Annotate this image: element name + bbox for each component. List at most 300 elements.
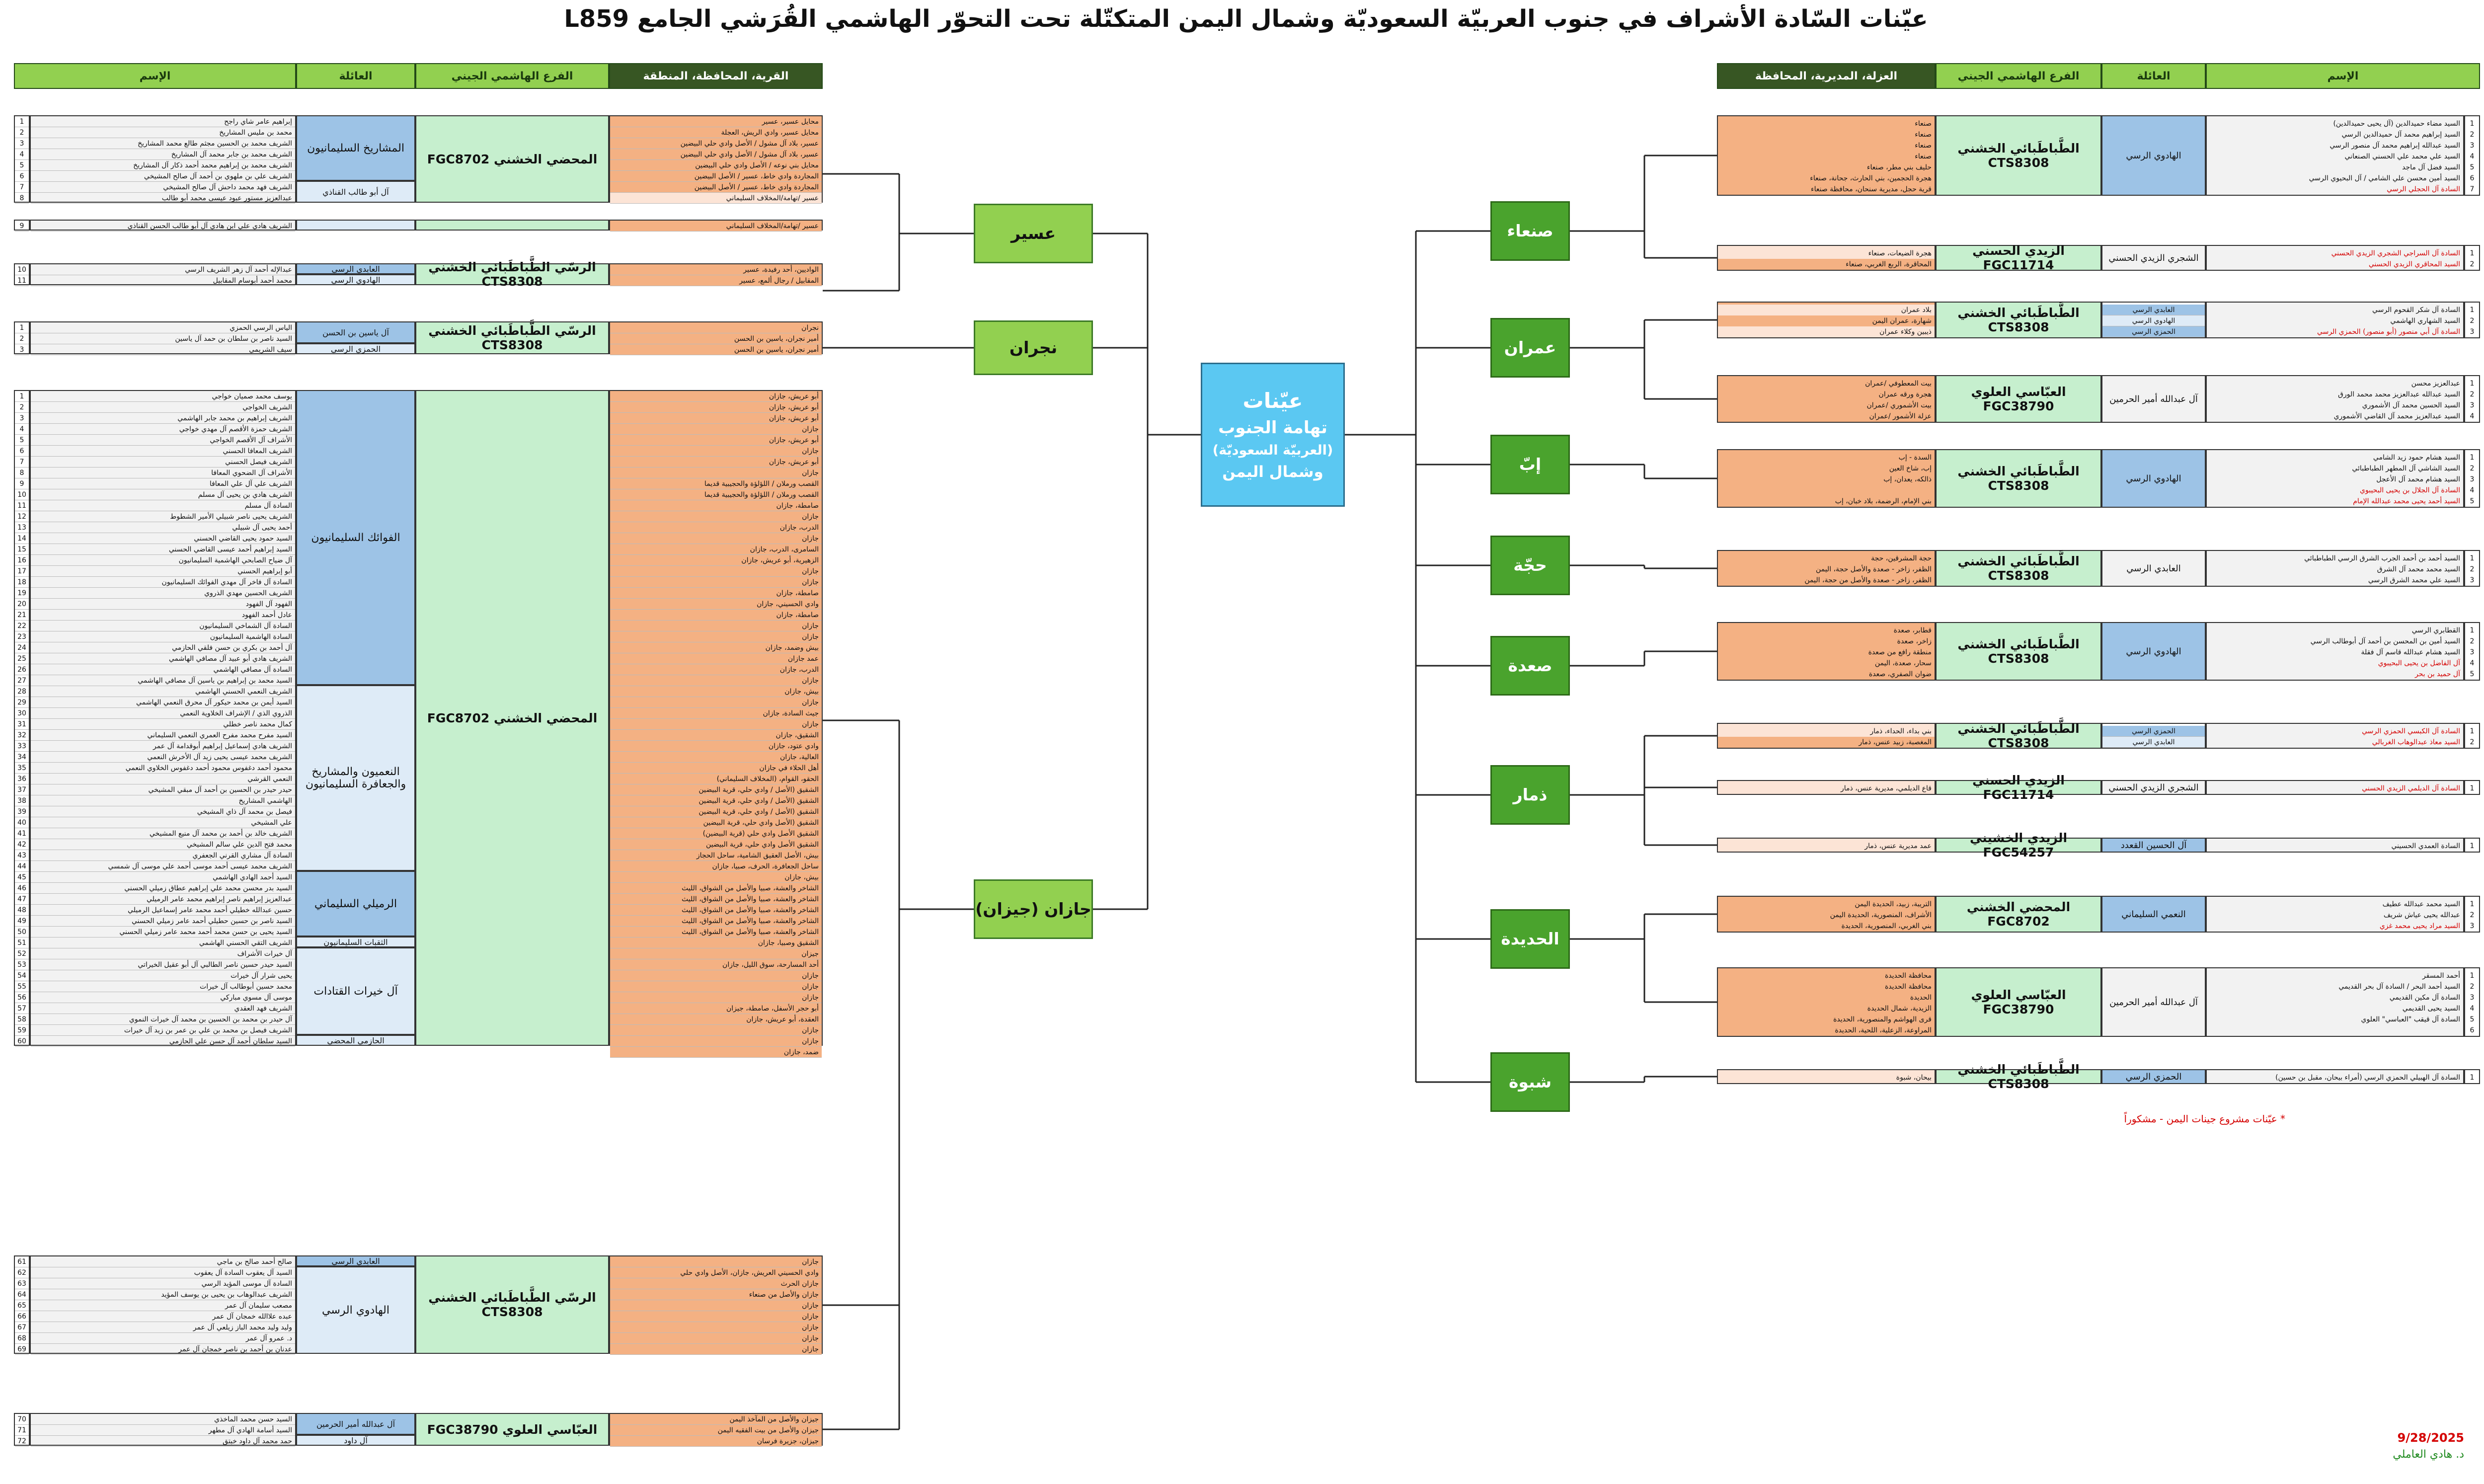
name-cell: الشريف الخواجي (31, 402, 295, 413)
location-cell: ساحل الجعافرة، الحرف، صبيا، جازان (610, 861, 822, 872)
branch-column: الرسّي الطَّباطَبائي الخشني CTS8308 (415, 263, 609, 285)
location-cell: الظفر، زاخر - صعدة والأصل من حجة، اليمن (1718, 575, 1935, 586)
location-cell: بني بداء، الحداء، ذمار (1718, 726, 1935, 737)
name-cell: السادة آل الجلال بن يحيى البحيبوي (2360, 486, 2460, 494)
location-cell: أمير نجران، ياسين بن الحسن (610, 333, 822, 344)
right-table-block (1717, 1062, 2480, 1091)
name-cell: السيد عبدالله عبدالعزيز محمد محمد الورق (2338, 391, 2460, 398)
name-cell: كمال محمد ناصر خطلي (31, 719, 295, 730)
location-cell: أبو عريش، جازان (610, 391, 822, 402)
name-cell: السادة الهاشمية السليمانيون (31, 631, 295, 642)
number-column (2464, 967, 2480, 1037)
name-cell: محمد أحمد أبوسام المقابيل (31, 275, 295, 286)
location-column (1717, 1069, 1936, 1084)
location-cell: جازان (610, 621, 822, 631)
family-cell: آل خيرات القتادات (296, 947, 415, 1035)
family-cell: الهادوي الرسي (296, 1266, 415, 1354)
left-table-block (14, 115, 823, 203)
family-column: العابدي الرسي (2101, 550, 2206, 587)
number-column (2464, 375, 2480, 423)
name-cell: السيد هشام محمد آل الأعجل (2376, 475, 2460, 483)
location-cell: هجرة ورقه عمران (1718, 389, 1935, 400)
location-cell (1718, 485, 1935, 496)
location-cell: وادي الحسيني، جازان (610, 599, 822, 610)
right-table-block (1717, 115, 2480, 196)
location-column (1717, 245, 1936, 271)
row-number: 1 (15, 116, 29, 127)
location-column (1717, 375, 1936, 423)
family-cell: آل ياسين بن الحسن (296, 321, 415, 343)
location-cell: جازان (610, 675, 822, 686)
location-column (609, 1413, 823, 1446)
name-cell: الشريف فيصل بن محمد بن علي بن عمر بن زيد آل خيرات (31, 1025, 295, 1036)
location-cell: جازان (610, 1344, 822, 1355)
name-cell: الشريف علي بن ملهوي بن أحمد آل صالح المشيخي (31, 171, 295, 182)
name-cell: السيد أحمد يحيى محمد عبدالله الإمام (2353, 497, 2460, 505)
row-number: 2 (2470, 260, 2475, 268)
location-cell: الأشراف، المنصورية، الحديدة اليمن (1718, 910, 1935, 921)
row-number: 29 (15, 697, 29, 708)
right-table-block (1717, 723, 2480, 749)
row-number: 3 (2470, 994, 2475, 1002)
row-number: 6 (15, 446, 29, 457)
name-cell: السيد آل يعقوب السادة آل يعقوب (31, 1267, 295, 1278)
row-number: 7 (2470, 185, 2475, 193)
row-number: 60 (15, 1036, 29, 1047)
row-number: 67 (15, 1322, 29, 1333)
author: د. هادي العاملي (2393, 1448, 2464, 1461)
name-cell: الأشراف آل الضحوي المعافا (31, 468, 295, 478)
row-number: 26 (15, 664, 29, 675)
row-number: 4 (2470, 486, 2475, 494)
location-cell: صنعاء (1718, 118, 1935, 129)
row-number: 2 (2470, 911, 2475, 919)
location-cell: جيزان والأصل من بيت الفقيه اليمن (610, 1425, 822, 1436)
family-cell: العابدي الرسي (2102, 737, 2205, 748)
row-number: 31 (15, 719, 29, 730)
name-cell: السيد إبراهيم محمد آل حميدالدين الرسي (2341, 131, 2460, 139)
row-number: 2 (2470, 465, 2475, 472)
location-cell: قرية حجل، مديرية سنحان، محافظة صنعاء (1718, 184, 1935, 195)
row-number: 61 (15, 1256, 29, 1267)
name-cell: السادة العمدي الحسيني (2391, 842, 2460, 850)
location-cell: جازان (610, 1036, 822, 1047)
page-title: عيّنات السّادة الأشراف في جنوب العربيّة السعوديّة وشمال اليمن المتكتّلة تحت التحوّر الهاشمي القُرَشي الجامع L859 (564, 5, 1928, 33)
row-number: 2 (15, 333, 29, 344)
row-number: 2 (2470, 738, 2475, 746)
row-number: 27 (15, 675, 29, 686)
names-column (30, 1255, 296, 1354)
names-column (30, 390, 296, 1046)
name-cell: السيد الشاشي آل المطهر الطباطبائي (2352, 465, 2460, 472)
row-number: 9 (15, 478, 29, 489)
number-column (2464, 622, 2480, 681)
location-cell: عسير، بلاد آل مشول / الأصل وادي حلي البيضين (610, 149, 822, 160)
family-cell: الرميلي السليماني (296, 871, 415, 937)
name-cell: عبدالإله أحمد آل زهر الشريف الرسي (31, 264, 295, 275)
row-number: 1 (2470, 784, 2475, 792)
row-number: 24 (15, 642, 29, 653)
row-number: 2 (15, 127, 29, 138)
branch-column: العبّاسي العلوي FGC38790 (1936, 375, 2101, 423)
row-number: 1 (2470, 1074, 2475, 1082)
name-cell: آل حيدر بن محمد بن الحسين بن محمد آل خيرات النموي (31, 1014, 295, 1025)
location-cell: القصب ورملان / اللؤلؤة والحجيبية قديما (610, 478, 822, 489)
family-column (2101, 723, 2206, 749)
location-cell: جيزان والأصل من المآخذ اليمن (610, 1414, 822, 1425)
location-cell: جازان (610, 533, 822, 544)
location-cell: السدة - إب (1718, 452, 1935, 463)
row-number: 17 (15, 566, 29, 577)
names-column (2206, 375, 2464, 423)
name-cell: عبدالعزيز محسن (2411, 380, 2460, 388)
right-table-block (1717, 550, 2480, 587)
row-number: 63 (15, 1278, 29, 1289)
row-number: 3 (2470, 142, 2475, 150)
row-number: 9 (15, 221, 29, 232)
name-cell: محمد بن مليس المشاريخ (31, 127, 295, 138)
name-cell: يوسف محمد صميان خواجي (31, 391, 295, 402)
name-cell: الشريف محمد بن الحسين مجثم طالع محمد المشاريخ (31, 138, 295, 149)
location-cell: هجرة الضيعات، صنعاء (1718, 248, 1935, 259)
location-cell: الظفر، زاخر - صعدة والأصل حجة، اليمن (1718, 564, 1935, 575)
name-cell: السادة آل مكين القديمي (2389, 994, 2460, 1002)
location-column (1717, 780, 1936, 795)
location-cell: صنعاء (1718, 151, 1935, 162)
location-cell: جازان (610, 719, 822, 730)
location-column (609, 115, 823, 203)
location-cell: شهارة، عمران اليمن (1718, 315, 1935, 326)
location-cell: جازان (610, 1311, 822, 1322)
right-table-block (1717, 622, 2480, 681)
location-column (1717, 550, 1936, 587)
name-cell: عادل أحمد الفهود (31, 610, 295, 621)
number-column (2464, 245, 2480, 271)
location-cell: الشقيق، جازان (610, 730, 822, 741)
center-box (1201, 363, 1345, 507)
center-yemen: وشمال اليمن (1222, 463, 1323, 481)
row-number: 28 (15, 686, 29, 697)
family-cell: العابدي الرسي (296, 1255, 415, 1266)
name-cell: السيد المحاقري الزيدي الحسني (2368, 260, 2460, 268)
number-column (2464, 723, 2480, 749)
left-header (14, 63, 823, 89)
center-subtitle: تهامة الجنوب (1218, 418, 1327, 438)
name-cell: السادة آل مسلم (31, 500, 295, 511)
row-number: 1 (2470, 454, 2475, 462)
name-cell: السادة آل الكبسي الحمزي الرسي (2362, 727, 2460, 735)
family-cell: الهادوي الرسي (296, 274, 415, 285)
row-number: 5 (2470, 1015, 2475, 1023)
name-cell: السيد بدر محسن محمد علي إبراهيم عطاق زميلي الحسني (31, 883, 295, 894)
row-number: 38 (15, 795, 29, 806)
date: 9/28/2025 (2397, 1431, 2464, 1445)
name-cell: السيد فضل آل ماجد (2402, 163, 2460, 171)
name-cell: الشريف المعافا الحسني (31, 446, 295, 457)
row-number: 25 (15, 653, 29, 664)
right-header (1717, 63, 2480, 89)
location-cell: جيث السادة، جازان (610, 708, 822, 719)
location-cell: ذيبين وكلاء عمران (1718, 326, 1935, 337)
row-number: 36 (15, 774, 29, 784)
location-column (1717, 622, 1936, 681)
row-number: 43 (15, 850, 29, 861)
branch-column: الطَّباطَبائي الخشني CTS8308 (1936, 302, 2101, 338)
row-number: 1 (2470, 727, 2475, 735)
branch-column: الطَّباطَبائي الخشني CTS8308 (1936, 550, 2101, 587)
name-cell: السادة آل شكر القحوم الرسي (2372, 306, 2460, 314)
row-number: 6 (2470, 1026, 2475, 1034)
family-cell: العابدي الرسي (2102, 305, 2205, 315)
location-cell: منطقة رافع من صعدة (1718, 647, 1935, 658)
location-cell: ضمد، جازان (610, 1047, 822, 1058)
family-column (296, 263, 415, 285)
region-box-right-1: صنعاء (1490, 201, 1570, 261)
name-cell: حيدر حيدر بن الحسين بن أحمد آل مبقي المشيخي (31, 784, 295, 795)
location-cell: إب، شاخ العين (1718, 463, 1935, 474)
location-cell: بني الغربي، المنصورية، الحديدة (1718, 921, 1935, 932)
branch-column: الطَّباطَبائي الخشني CTS8308 (1936, 115, 2101, 196)
names-column (2206, 838, 2464, 853)
row-number: 3 (2470, 475, 2475, 483)
row-number: 10 (15, 264, 29, 275)
name-cell: الشريف محمد عيسى يحيى زيد آل الأخرش النعمي (31, 752, 295, 763)
name-cell: السيد حمود يحيى القاضي الحسني (31, 533, 295, 544)
row-number: 70 (15, 1414, 29, 1425)
family-column: الشجري الزيدي الحسني (2101, 245, 2206, 271)
family-column (2101, 302, 2206, 338)
name-cell: أحمد المسقر (2422, 972, 2460, 980)
location-cell: عزلة الأشمور /عمران (1718, 411, 1935, 422)
row-number: 2 (2470, 391, 2475, 398)
row-number: 5 (15, 435, 29, 446)
family-column (296, 321, 415, 354)
location-cell: المراوعة، الزعلية، اللحية، الحديدة (1718, 1025, 1935, 1036)
name-cell: السيد هشام حمود زيد الشامي (2373, 454, 2460, 462)
row-number: 5 (2470, 670, 2475, 678)
location-cell: وادي عتود، جازان (610, 741, 822, 752)
branch-column: الطَّباطَبائي الخشني CTS8308 (1936, 723, 2101, 749)
region-box-right-2: عمران (1490, 318, 1570, 378)
row-number: 8 (15, 193, 29, 204)
right-table-block (1717, 773, 2480, 802)
location-cell: جازان (610, 992, 822, 1003)
location-cell: جازان (610, 970, 822, 981)
left-header-region: القرية، المحافظة، المنطقة (609, 63, 823, 89)
family-column (296, 1255, 415, 1354)
row-number: 55 (15, 981, 29, 992)
name-cell: السيد محمد عبدالله عطيف (2382, 900, 2460, 908)
number-column (14, 1255, 30, 1354)
name-cell: السادة آل الديلمي الزيدي الحسني (2362, 784, 2460, 792)
number-column (14, 321, 30, 354)
name-cell: السيد هشام عبدالله قاسم آل فقلة (2361, 648, 2460, 656)
row-number: 33 (15, 741, 29, 752)
name-cell: الشريف هادي إسماعيل إبراهيم أبوقدامة آل عمر (31, 741, 295, 752)
row-number: 1 (2470, 554, 2475, 562)
name-cell: محمد حسين أبوطالب آل خيرات (31, 981, 295, 992)
name-cell: السيد أيمن بن محمد حيكور آل محرق النعمي الهاشمي (31, 697, 295, 708)
location-cell: جازان (610, 981, 822, 992)
row-number: 21 (15, 610, 29, 621)
row-number: 42 (15, 839, 29, 850)
location-cell: أبو عريش، جازان (610, 413, 822, 424)
branch-column: الطَّباطَبائي الخشني CTS8308 (1936, 449, 2101, 508)
name-cell: آل خيرات الأشراف (31, 948, 295, 959)
location-cell: بيش وضمد، جازان (610, 642, 822, 653)
row-number: 15 (15, 544, 29, 555)
name-cell: السادة آل مصافي الهاشمي (31, 664, 295, 675)
row-number: 4 (2470, 412, 2475, 420)
family-column: الشجري الزيدي الحسني (2101, 780, 2206, 795)
row-number: 65 (15, 1300, 29, 1311)
name-cell: آل أحمد بن بكري بن حسن فلقي الحازمي (31, 642, 295, 653)
location-cell: بيش، جازان (610, 872, 822, 883)
row-number: 3 (2470, 401, 2475, 409)
location-column (1717, 723, 1936, 749)
location-cell: الشقيق (الأصل وادي حلي، قرية البيضين (610, 817, 822, 828)
location-column (1717, 449, 1936, 508)
name-cell: علي المشيخي (31, 817, 295, 828)
name-cell: إبراهيم عامر شاي راجح (31, 116, 295, 127)
location-cell: جازان (610, 1300, 822, 1311)
location-cell: جازان (610, 577, 822, 588)
location-cell: أهل الحلاء في جازان (610, 763, 822, 774)
location-cell: الزيدية، شمال الحديدة (1718, 1003, 1935, 1014)
row-number: 57 (15, 1003, 29, 1014)
location-cell: بني الإمام، الرضمة، بلاد خبان، إب (1718, 496, 1935, 507)
location-cell: أمير نجران، ياسين بن الحسن (610, 344, 822, 355)
location-cell: جازان (610, 697, 822, 708)
name-cell: السيد عبدالعزيز محمد آل القاضي الأشموري (2333, 412, 2460, 420)
left-table-block (14, 390, 823, 1056)
location-cell: التريبة، زبيد، الحديدة اليمن (1718, 899, 1935, 910)
name-cell: السادة آل قيقب "العباسي" العلوي (2361, 1015, 2460, 1023)
row-number: 47 (15, 894, 29, 905)
family-cell (296, 220, 415, 231)
name-cell: الشريف النعمي الحسني الهاشمي (31, 686, 295, 697)
row-number: 71 (15, 1425, 29, 1436)
row-number: 3 (15, 413, 29, 424)
family-cell: الحمزي الرسي (2102, 726, 2205, 737)
row-number: 2 (2470, 637, 2475, 645)
name-cell: الهاشمي المشاريخ (31, 795, 295, 806)
location-cell: صامطة، جازان (610, 610, 822, 621)
row-number: 2 (2470, 983, 2475, 991)
row-number: 6 (15, 171, 29, 182)
branch-column: الطَّباطَبائي الخشني CTS8308 (1936, 622, 2101, 681)
row-number: 4 (2470, 659, 2475, 667)
row-number: 19 (15, 588, 29, 599)
region-box-right-4: حجّة (1490, 536, 1570, 595)
name-cell: السيد الشهاري الهاشمي (2390, 317, 2460, 325)
location-cell: قرى الهواشم والمنصورية، الحديدة (1718, 1014, 1935, 1025)
name-cell: السادة آل موسى المؤيد الرسي (31, 1278, 295, 1289)
location-cell: ضوان الصفري، صعدة (1718, 669, 1935, 680)
region-box-right-5: صعدة (1490, 636, 1570, 696)
right-header-name: الإسم (2206, 63, 2480, 89)
location-cell: بلاد عمران (1718, 305, 1935, 315)
name-cell: سيف الشريمي (31, 344, 295, 355)
family-cell: الحازمي المحضي (296, 1035, 415, 1046)
row-number: 3 (2470, 648, 2475, 656)
name-cell: النعمي القرشي (31, 774, 295, 784)
family-column (296, 1413, 415, 1446)
location-cell: محايل عسير، وادي الريش، العجلة (610, 127, 822, 138)
number-column (2464, 115, 2480, 196)
name-cell: صالح أحمد صالح بن ماجي (31, 1256, 295, 1267)
row-number: 1 (2470, 900, 2475, 908)
location-cell: صامطة، جازان (610, 588, 822, 599)
location-cell: الشاخر والعشة، صبيا والأصل من الشواق، الليث (610, 916, 822, 927)
name-cell: الشريف فيصل الحسني (31, 457, 295, 468)
location-cell: العالية، جازان (610, 752, 822, 763)
name-cell: الشريف فهد محمد داحش آل صالح المشيخي (31, 182, 295, 193)
family-column: الهادوي الرسي (2101, 449, 2206, 508)
branch-column: المحضي الخشني FGC8702 (1936, 896, 2101, 933)
name-cell: الشريف هادي علي ابن هادي آل أبو طالب الحسن القناذي (31, 221, 295, 232)
location-cell: جازان (610, 1256, 822, 1267)
location-cell: جازان (610, 511, 822, 522)
family-column (296, 390, 415, 1046)
family-column (296, 220, 415, 231)
location-cell: الشاخر والعشة، صبيا والأصل من الشواق، الليث (610, 894, 822, 905)
location-cell: أحد المسارحة، سوق الليل، جازان (610, 959, 822, 970)
name-cell: محمد فتح الدين علي سالم المشيخي (31, 839, 295, 850)
row-number: 2 (2470, 131, 2475, 139)
family-column: الحمزي الرسي (2101, 1069, 2206, 1084)
name-cell: السيد يحيى القديمي (2402, 1005, 2460, 1013)
location-column (609, 220, 823, 231)
location-cell: عمد جازان (610, 653, 822, 664)
name-cell: الشريف هادي أبو عبيد آل مصافي الهاشمي (31, 653, 295, 664)
name-cell: الأشراف آل الأقصم الخواجي (31, 435, 295, 446)
location-column (609, 390, 823, 1056)
row-number: 3 (2470, 576, 2475, 584)
row-number: 4 (2470, 153, 2475, 160)
row-number: 4 (15, 424, 29, 435)
row-number: 64 (15, 1289, 29, 1300)
branch-column: الطَّباطَبائي الخشني CTS8308 (1936, 1069, 2101, 1084)
family-cell: آل داود (296, 1435, 415, 1446)
branch-column: العبّاسي العلوي FGC38790 (1936, 967, 2101, 1037)
location-cell: هجرة الحجمين، بني الحارث، جحانة، صنعاء (1718, 173, 1935, 184)
row-number: 6 (2470, 174, 2475, 182)
name-cell: أبو إبراهيم الحسني (31, 566, 295, 577)
region-box-right-3: إبّ (1490, 435, 1570, 494)
name-cell: السيد يحيى بن حسن محمد أحمد محمد عامر زميلي الحسني (31, 927, 295, 937)
row-number: 50 (15, 927, 29, 937)
name-cell: الشريف محمد بن جابر محمد آل المشاريخ (31, 149, 295, 160)
branch-column: الرسّي الطَّباطَبائي الخشني CTS8308 (415, 321, 609, 354)
location-cell: أبو عريش، جازان (610, 402, 822, 413)
location-cell: عسير، بلاد آل مشول / الأصل وادي حلي البيضين (610, 138, 822, 149)
name-cell: الياس الرسي الحمزي (31, 322, 295, 333)
center-title: عيّنات (1242, 389, 1303, 413)
row-number: 2 (2470, 317, 2475, 325)
footnote: * عيّنات مشروع جينات اليمن - مشكوراً (2124, 1113, 2285, 1125)
names-column (2206, 449, 2464, 508)
row-number: 69 (15, 1344, 29, 1355)
family-column: الهادوي الرسي (2101, 115, 2206, 196)
family-column: الهادوي الرسي (2101, 622, 2206, 681)
names-column (30, 115, 296, 203)
name-cell: الشريف التقي الحسني الهاشمي (31, 937, 295, 948)
row-number: 48 (15, 905, 29, 916)
center-country: (العربيّة السعوديّة) (1212, 443, 1333, 458)
row-number: 49 (15, 916, 29, 927)
number-column (2464, 896, 2480, 933)
